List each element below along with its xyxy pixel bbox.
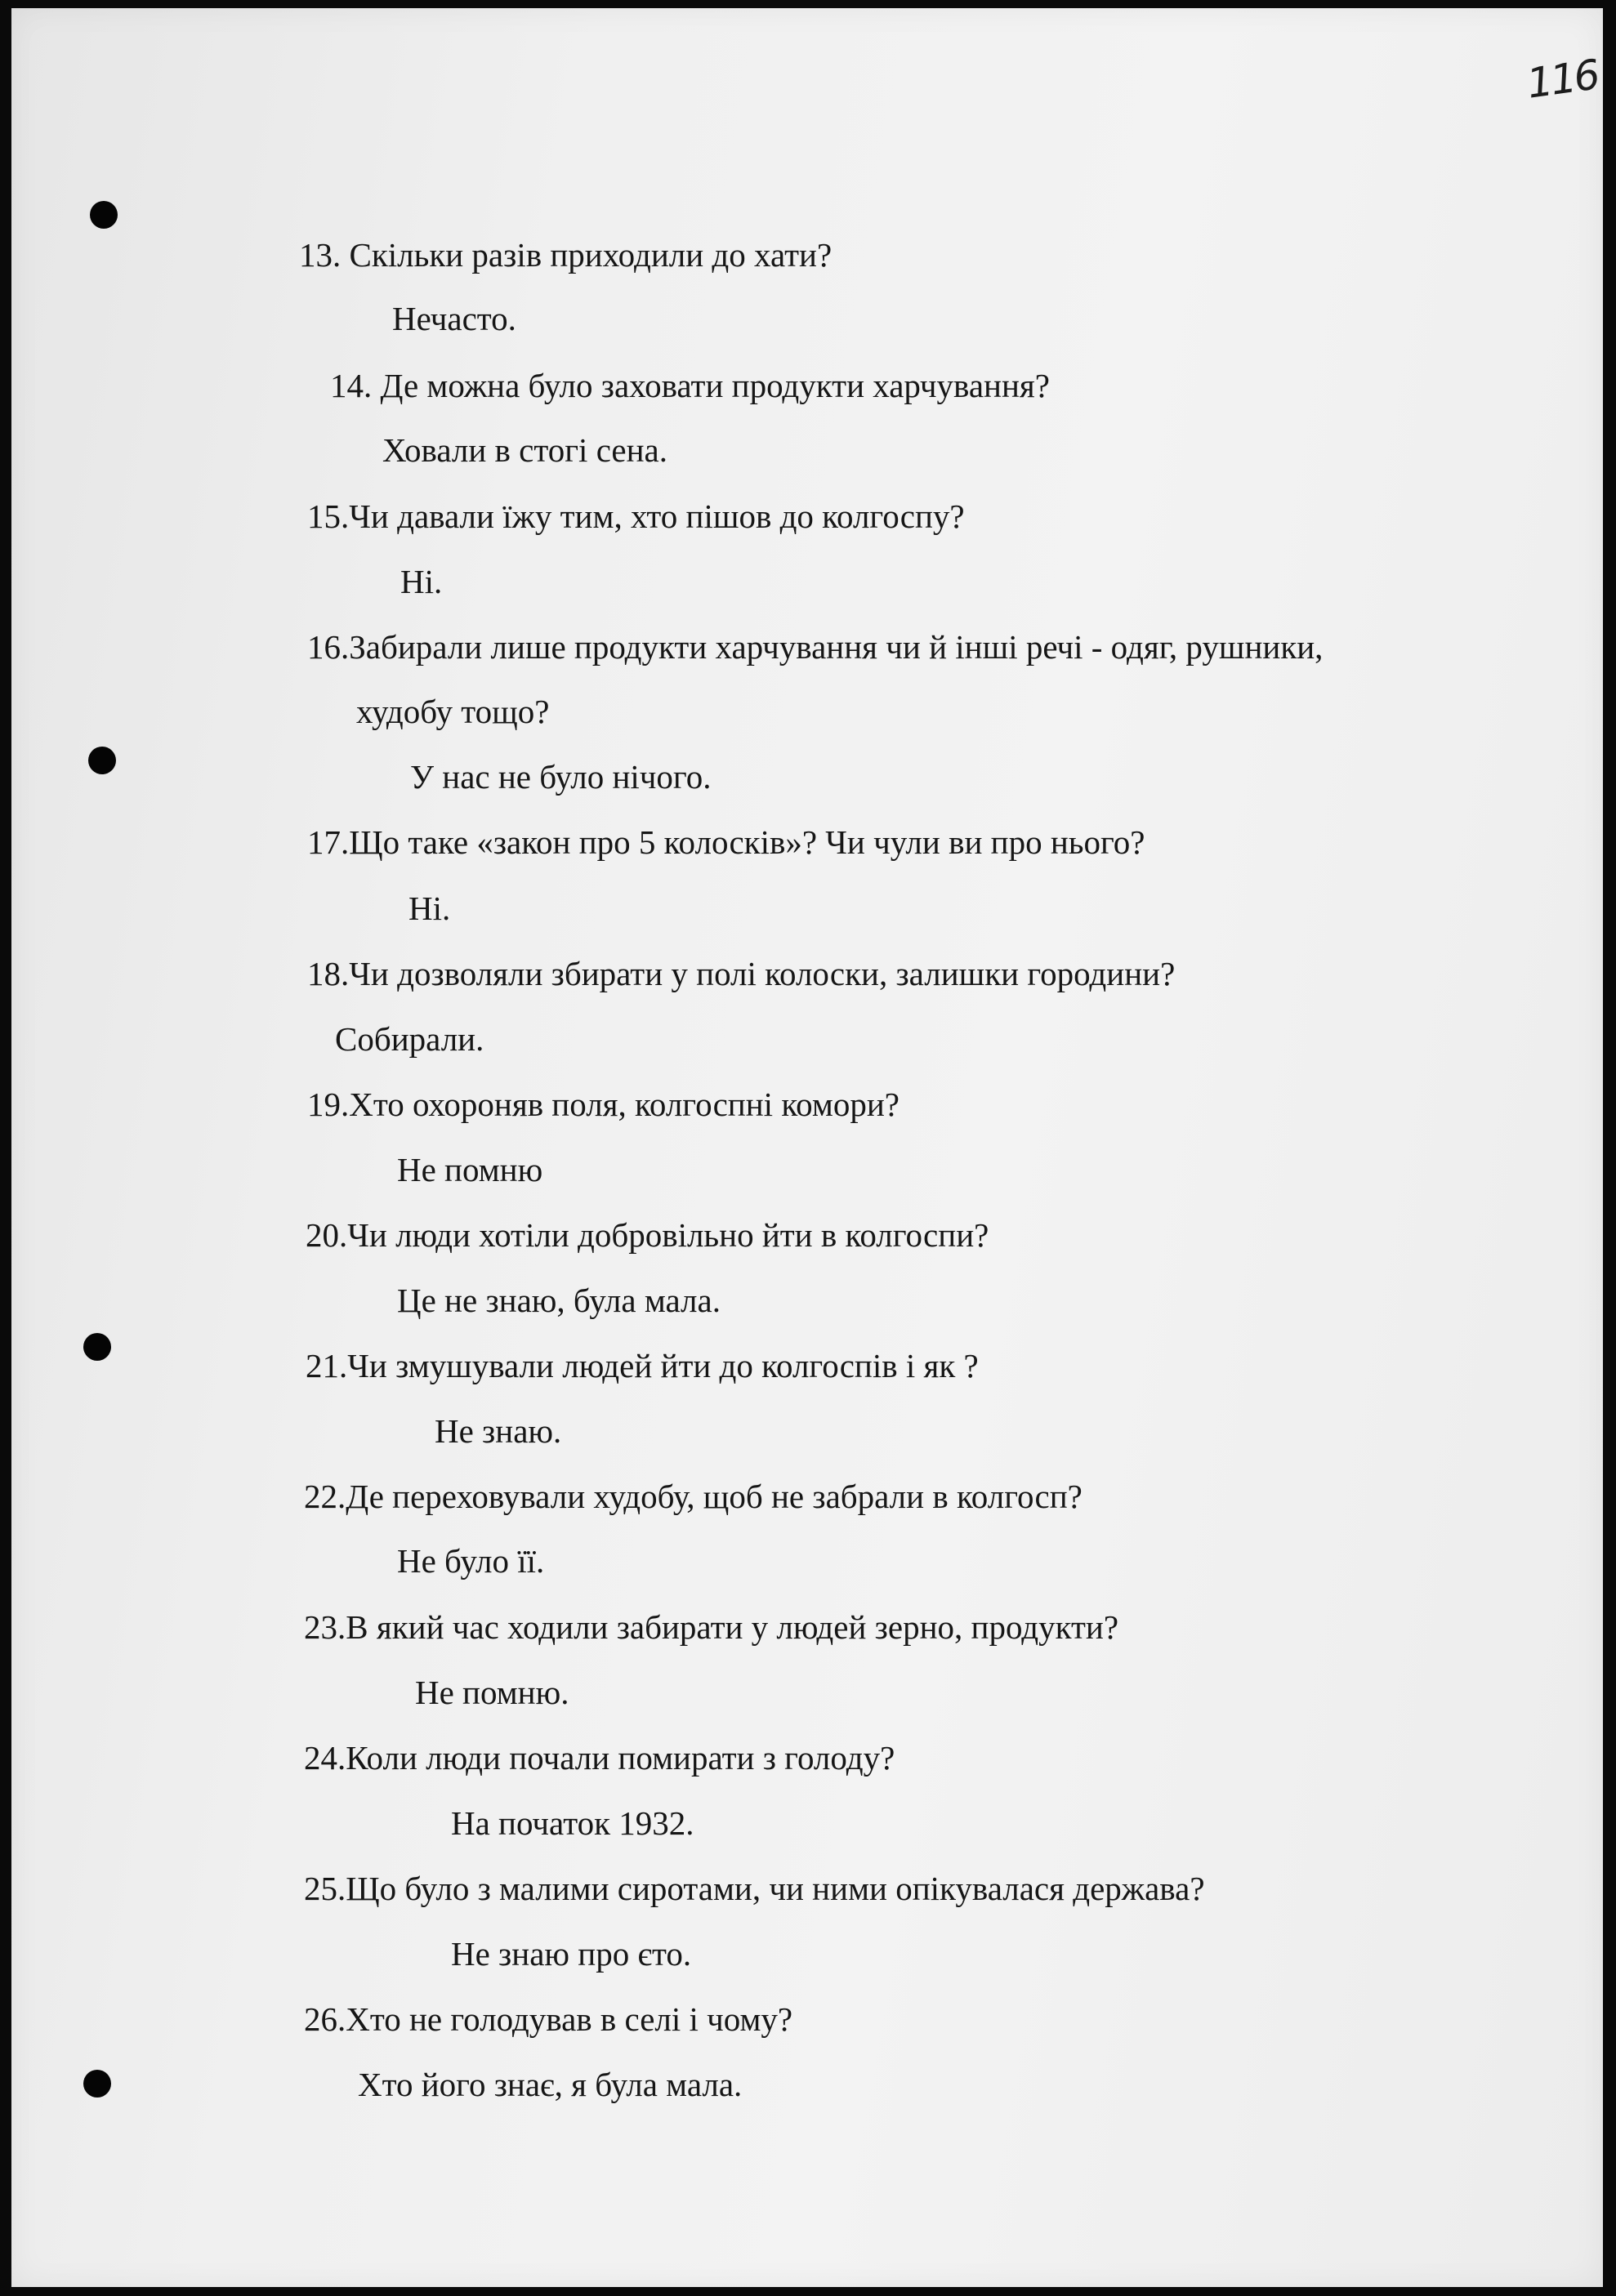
question-15: 15.Чи давали їжу тим, хто пішов до колгоспу?	[307, 497, 965, 535]
question-18: 18.Чи дозволяли збирати у полі колоски, залишки городини?	[307, 955, 1176, 992]
question-24: 24.Коли люди почали помирати з голоду?	[304, 1739, 895, 1777]
question-19: 19.Хто охороняв поля, колгоспні комори?	[307, 1086, 900, 1123]
question-14: 14. Де можна було заховати продукти харчування?	[330, 367, 1050, 404]
question-22: 22.Де переховували худобу, щоб не забрали в колгосп?	[304, 1478, 1083, 1515]
answer-15: Ні.	[400, 563, 443, 600]
answer-24: На початок 1932.	[451, 1804, 694, 1842]
answer-26: Хто його знає, я була мала.	[358, 2066, 743, 2103]
answer-18: Собирали.	[335, 1020, 484, 1058]
document-page	[11, 8, 1603, 2287]
answer-13: Нечасто.	[392, 300, 516, 337]
punch-hole	[83, 2070, 111, 2098]
punch-hole	[90, 201, 118, 229]
question-16-continued: худобу тощо?	[356, 693, 550, 730]
question-16: 16.Забирали лише продукти харчування чи й інші речі - одяг, рушники,	[307, 628, 1324, 666]
question-25: 25.Що було з малими сиротами, чи ними опікувалася держава?	[304, 1870, 1205, 1907]
question-23: 23.В який час ходили забирати у людей зерно, продукти?	[304, 1608, 1119, 1646]
punch-hole	[88, 747, 116, 774]
question-26: 26.Хто не голодував в селі і чому?	[304, 2000, 793, 2038]
answer-14: Ховали в стогі сена.	[382, 431, 667, 469]
answer-23: Не помню.	[415, 1674, 569, 1711]
answer-19: Не помню	[397, 1151, 543, 1188]
answer-16: У нас не було нічого.	[410, 758, 712, 796]
answer-21: Не знаю.	[435, 1412, 562, 1450]
question-13: 13. Скільки разів приходили до хати?	[299, 236, 833, 274]
question-21: 21.Чи змушували людей йти до колгоспів і як ?	[306, 1347, 979, 1384]
answer-20: Це не знаю, була мала.	[397, 1282, 721, 1319]
answer-25: Не знаю про єто.	[451, 1935, 692, 1973]
page-number: 116	[1524, 51, 1601, 108]
answer-22: Не було її.	[397, 1542, 545, 1580]
question-17: 17.Що таке «закон про 5 колосків»? Чи чули ви про нього?	[307, 823, 1145, 861]
punch-hole	[83, 1333, 111, 1361]
answer-17: Ні.	[408, 889, 451, 927]
question-20: 20.Чи люди хотіли добровільно йти в колгоспи?	[306, 1216, 989, 1254]
